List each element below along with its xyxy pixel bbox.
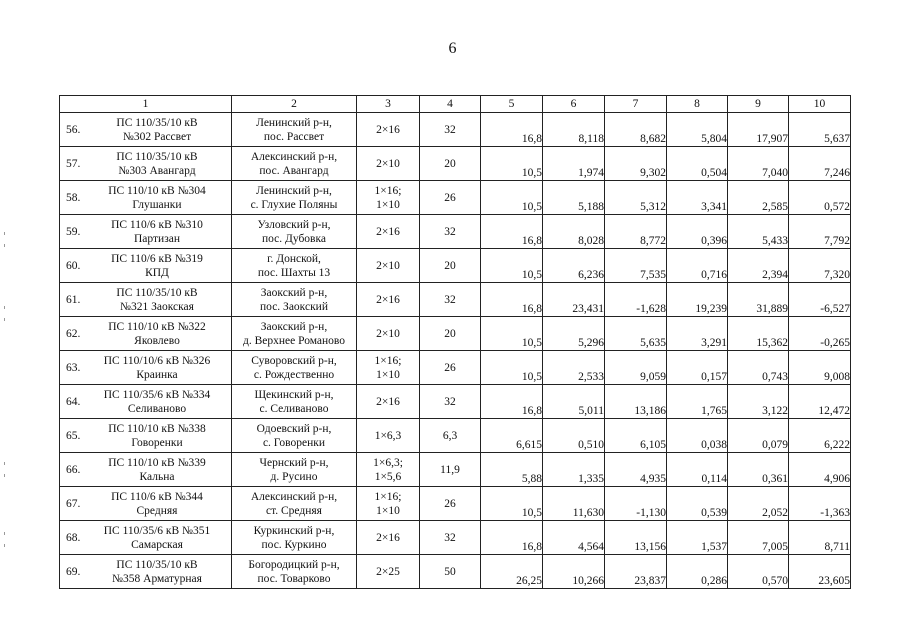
value-cell-v8: 1,537 — [667, 521, 728, 555]
location — [232, 317, 357, 351]
transformers — [357, 317, 420, 351]
table-row — [60, 521, 851, 555]
location-line: пос. Дубовка — [261, 232, 327, 245]
value-cell-v5: 6,615 — [481, 419, 543, 453]
value-cell-v9: 3,122 — [728, 385, 789, 419]
column-header: 8 — [667, 96, 728, 113]
value-cell-v9: 5,433 — [728, 215, 789, 249]
substation-name-line: Яковлево — [134, 334, 180, 347]
transformers-line: 2×16 — [376, 293, 400, 306]
value-cell-v6: 11,630 — [543, 487, 605, 521]
installed-power: 26 — [420, 487, 481, 521]
row-number: 58. — [66, 191, 81, 204]
value-cell-v9: 15,362 — [728, 317, 789, 351]
installed-power: 6,3 — [420, 419, 481, 453]
value-cell-v7: 8,682 — [605, 113, 667, 147]
table-row — [60, 317, 851, 351]
column-header: 6 — [543, 96, 605, 113]
location-line: Одоевский р-н, — [256, 422, 332, 435]
value-cell-v5: 16,8 — [481, 385, 543, 419]
transformers-line: 1×5,6 — [374, 470, 402, 483]
value-cell-v7: 23,837 — [605, 555, 667, 589]
column-header: 10 — [789, 96, 851, 113]
value-cell-v6: 1,335 — [543, 453, 605, 487]
installed-power: 50 — [420, 555, 481, 589]
substation-name-line: ПС 110/10 кВ №339 — [108, 456, 206, 469]
value-cell-v5: 16,8 — [481, 283, 543, 317]
value-cell-v9: 2,585 — [728, 181, 789, 215]
transformers-line: 2×25 — [376, 565, 400, 578]
value-cell-v6: 4,564 — [543, 521, 605, 555]
value-cell-v10: 5,637 — [789, 113, 851, 147]
substation-name-line: №358 Арматурная — [112, 572, 202, 585]
row-number: 56. — [66, 123, 81, 136]
value-cell-v7: 4,935 — [605, 453, 667, 487]
location-line: д. Верхнее Романово — [242, 334, 346, 347]
row-number: 57. — [66, 157, 81, 170]
substation-name-line: ПС 110/10 кВ №304 — [108, 184, 206, 197]
installed-power: 32 — [420, 385, 481, 419]
value-cell-v5: 10,5 — [481, 181, 543, 215]
location-line: с. Глухие Поляны — [250, 198, 338, 211]
row-number: 64. — [66, 395, 81, 408]
location — [232, 181, 357, 215]
substation-name-line: Самарская — [131, 538, 183, 551]
location — [232, 249, 357, 283]
value-cell-v6: 8,028 — [543, 215, 605, 249]
transformers — [357, 419, 420, 453]
value-cell-v8: 0,539 — [667, 487, 728, 521]
substation-name — [60, 555, 232, 589]
substation-name-line: КПД — [145, 266, 169, 279]
transformers-line: 2×16 — [376, 225, 400, 238]
substation-name-line: №303 Авангард — [118, 164, 196, 177]
row-number: 66. — [66, 463, 81, 476]
value-cell-v5: 16,8 — [481, 113, 543, 147]
transformers-line: 1×10 — [376, 504, 400, 517]
value-cell-v7: 8,772 — [605, 215, 667, 249]
row-number: 61. — [66, 293, 81, 306]
location — [232, 453, 357, 487]
table-row — [60, 351, 851, 385]
value-cell-v6: 10,266 — [543, 555, 605, 589]
location-line: Куркинский р-н, — [253, 524, 335, 537]
installed-power: 20 — [420, 249, 481, 283]
value-cell-v6: 6,236 — [543, 249, 605, 283]
value-cell-v10: 12,472 — [789, 385, 851, 419]
value-cell-v5: 16,8 — [481, 215, 543, 249]
table-row — [60, 113, 851, 147]
location-line: пос. Куркино — [261, 538, 327, 551]
substation-name — [60, 487, 232, 521]
value-cell-v5: 26,25 — [481, 555, 543, 589]
value-cell-v5: 10,5 — [481, 147, 543, 181]
value-cell-v10: 23,605 — [789, 555, 851, 589]
substation-name-line: ПС 110/35/6 кВ №334 — [103, 388, 211, 401]
row-number: 65. — [66, 429, 81, 442]
value-cell-v8: 1,765 — [667, 385, 728, 419]
value-cell-v7: 6,105 — [605, 419, 667, 453]
value-cell-v7: -1,130 — [605, 487, 667, 521]
value-cell-v10: 0,572 — [789, 181, 851, 215]
value-cell-v8: 0,157 — [667, 351, 728, 385]
substation-name — [60, 351, 232, 385]
value-cell-v7: -1,628 — [605, 283, 667, 317]
substation-name — [60, 317, 232, 351]
transformers-line: 2×10 — [376, 157, 400, 170]
value-cell-v10: 7,246 — [789, 147, 851, 181]
substation-name — [60, 147, 232, 181]
substation-name-line: Кальна — [139, 470, 175, 483]
table-row — [60, 181, 851, 215]
value-cell-v9: 7,005 — [728, 521, 789, 555]
substation-name-line: Партизан — [134, 232, 180, 245]
location-line: Щекинский р-н, — [254, 388, 334, 401]
substation-name — [60, 215, 232, 249]
column-header: 3 — [357, 96, 420, 113]
value-cell-v7: 13,156 — [605, 521, 667, 555]
substation-name-line: ПС 110/35/10 кВ — [116, 558, 198, 571]
location-line: пос. Рассвет — [263, 130, 325, 143]
location-line: Заокский р-н, — [260, 286, 328, 299]
location — [232, 521, 357, 555]
location-line: пос. Авангард — [259, 164, 329, 177]
table-row — [60, 283, 851, 317]
value-cell-v6: 5,011 — [543, 385, 605, 419]
location — [232, 555, 357, 589]
value-cell-v8: 0,038 — [667, 419, 728, 453]
value-cell-v9: 7,040 — [728, 147, 789, 181]
value-cell-v6: 5,296 — [543, 317, 605, 351]
table-row — [60, 147, 851, 181]
value-cell-v9: 17,907 — [728, 113, 789, 147]
transformers-line: 2×16 — [376, 395, 400, 408]
value-cell-v8: 0,396 — [667, 215, 728, 249]
substation-name-line: Глушанки — [132, 198, 182, 211]
location-line: Алексинский р-н, — [250, 490, 338, 503]
value-cell-v8: 3,341 — [667, 181, 728, 215]
transformers-line: 1×10 — [376, 198, 400, 211]
transformers — [357, 555, 420, 589]
row-number: 60. — [66, 259, 81, 272]
installed-power: 32 — [420, 521, 481, 555]
substation-name — [60, 283, 232, 317]
row-number: 67. — [66, 497, 81, 510]
value-cell-v7: 5,635 — [605, 317, 667, 351]
location-line: Узловский р-н, — [257, 218, 331, 231]
value-cell-v6: 1,974 — [543, 147, 605, 181]
column-header: 7 — [605, 96, 667, 113]
row-number: 68. — [66, 531, 81, 544]
transformers-line: 2×16 — [376, 531, 400, 544]
installed-power: 20 — [420, 317, 481, 351]
location-line: пос. Заокский — [260, 300, 328, 313]
transformers-line: 1×16; — [374, 354, 402, 367]
transformers — [357, 215, 420, 249]
location-line: Заокский р-н, — [260, 320, 328, 333]
location-line: с. Говоренки — [262, 436, 326, 449]
value-cell-v8: 19,239 — [667, 283, 728, 317]
substation-name-line: ПС 110/35/10 кВ — [116, 116, 198, 129]
location-line: Чернский р-н, — [259, 456, 329, 469]
row-number: 63. — [66, 361, 81, 374]
transformers — [357, 351, 420, 385]
transformers-line: 2×10 — [376, 259, 400, 272]
substation-name-line: ПС 110/6 кВ №319 — [111, 252, 203, 265]
value-cell-v9: 2,394 — [728, 249, 789, 283]
value-cell-v5: 16,8 — [481, 521, 543, 555]
substation-name-line: №321 Заокская — [120, 300, 194, 313]
value-cell-v10: 7,320 — [789, 249, 851, 283]
table-row — [60, 487, 851, 521]
value-cell-v6: 2,533 — [543, 351, 605, 385]
location — [232, 215, 357, 249]
value-cell-v9: 0,079 — [728, 419, 789, 453]
location — [232, 385, 357, 419]
transformers-line: 1×16; — [374, 184, 402, 197]
value-cell-v9: 2,052 — [728, 487, 789, 521]
installed-power: 26 — [420, 351, 481, 385]
value-cell-v8: 0,114 — [667, 453, 728, 487]
value-cell-v7: 7,535 — [605, 249, 667, 283]
value-cell-v7: 9,302 — [605, 147, 667, 181]
transformers — [357, 453, 420, 487]
transformers — [357, 521, 420, 555]
location-line: ст. Средняя — [266, 504, 322, 517]
substation-name-line: ПС 110/10/6 кВ №326 — [103, 354, 211, 367]
table-row — [60, 215, 851, 249]
substation-name — [60, 113, 232, 147]
table-row — [60, 249, 851, 283]
value-cell-v10: 6,222 — [789, 419, 851, 453]
substation-name-line: ПС 110/35/10 кВ — [116, 150, 198, 163]
row-number: 59. — [66, 225, 81, 238]
location-line: пос. Товарково — [257, 572, 331, 585]
value-cell-v8: 3,291 — [667, 317, 728, 351]
row-number: 62. — [66, 327, 81, 340]
transformers-line: 1×6,3; — [373, 456, 403, 469]
substation-name-line: ПС 110/6 кВ №310 — [111, 218, 203, 231]
location-line: Суворовский р-н, — [251, 354, 337, 367]
value-cell-v8: 5,804 — [667, 113, 728, 147]
value-cell-v7: 13,186 — [605, 385, 667, 419]
column-header: 4 — [420, 96, 481, 113]
column-header: 5 — [481, 96, 543, 113]
substation-name — [60, 521, 232, 555]
substation-name-line: ПС 110/6 кВ №344 — [111, 490, 203, 503]
transformers-line: 2×16 — [376, 123, 400, 136]
location-line: с. Селиваново — [259, 402, 329, 415]
transformers — [357, 113, 420, 147]
value-cell-v9: 0,743 — [728, 351, 789, 385]
substation-name-line: ПС 110/35/6 кВ №351 — [103, 524, 211, 537]
value-cell-v7: 9,059 — [605, 351, 667, 385]
margin-ticks — [4, 232, 8, 612]
transformers — [357, 181, 420, 215]
substation-name-line: ПС 110/10 кВ №338 — [108, 422, 206, 435]
transformers-line: 1×6,3 — [374, 429, 402, 442]
location-line: Алексинский р-н, — [250, 150, 338, 163]
value-cell-v5: 10,5 — [481, 351, 543, 385]
location-line: Ленинский р-н, — [256, 116, 332, 129]
installed-power: 11,9 — [420, 453, 481, 487]
location-line: с. Рождественно — [253, 368, 335, 381]
value-cell-v6: 8,118 — [543, 113, 605, 147]
column-header: 9 — [728, 96, 789, 113]
transformers-line: 1×10 — [376, 368, 400, 381]
transformers — [357, 147, 420, 181]
value-cell-v10: -1,363 — [789, 487, 851, 521]
substation-name — [60, 419, 232, 453]
location — [232, 283, 357, 317]
value-cell-v6: 0,510 — [543, 419, 605, 453]
value-cell-v5: 10,5 — [481, 487, 543, 521]
substation-name-line: ПС 110/10 кВ №322 — [108, 320, 206, 333]
installed-power: 32 — [420, 283, 481, 317]
value-cell-v5: 5,88 — [481, 453, 543, 487]
table-row — [60, 385, 851, 419]
table-row — [60, 419, 851, 453]
installed-power: 32 — [420, 113, 481, 147]
location — [232, 487, 357, 521]
installed-power: 20 — [420, 147, 481, 181]
transformers-line: 1×16; — [374, 490, 402, 503]
substation-name — [60, 181, 232, 215]
substation-name — [60, 385, 232, 419]
installed-power: 26 — [420, 181, 481, 215]
value-cell-v8: 0,716 — [667, 249, 728, 283]
value-cell-v10: 8,711 — [789, 521, 851, 555]
value-cell-v8: 0,286 — [667, 555, 728, 589]
value-cell-v10: 7,792 — [789, 215, 851, 249]
value-cell-v10: 4,906 — [789, 453, 851, 487]
location-line: г. Донской, — [267, 252, 321, 265]
value-cell-v9: 0,570 — [728, 555, 789, 589]
location — [232, 351, 357, 385]
substation-table — [59, 95, 851, 589]
substation-name — [60, 249, 232, 283]
substation-name-line: Средняя — [136, 504, 178, 517]
substation-name-line: Говоренки — [131, 436, 183, 449]
value-cell-v8: 0,504 — [667, 147, 728, 181]
value-cell-v10: -0,265 — [789, 317, 851, 351]
table-row — [60, 555, 851, 589]
value-cell-v7: 5,312 — [605, 181, 667, 215]
transformers — [357, 249, 420, 283]
location — [232, 419, 357, 453]
substation-name — [60, 453, 232, 487]
row-number: 69. — [66, 565, 81, 578]
value-cell-v6: 23,431 — [543, 283, 605, 317]
location — [232, 147, 357, 181]
location — [232, 113, 357, 147]
location-line: пос. Шахты 13 — [257, 266, 331, 279]
transformers-line: 2×10 — [376, 327, 400, 340]
page-number: 6 — [448, 40, 457, 57]
location-line: Ленинский р-н, — [256, 184, 332, 197]
transformers — [357, 385, 420, 419]
substation-name-line: ПС 110/35/10 кВ — [116, 286, 198, 299]
column-header: 1 — [60, 96, 232, 113]
substation-name-line: №302 Рассвет — [122, 130, 192, 143]
header-row — [60, 96, 851, 113]
value-cell-v6: 5,188 — [543, 181, 605, 215]
transformers — [357, 487, 420, 521]
location-line: д. Русино — [270, 470, 318, 483]
value-cell-v5: 10,5 — [481, 317, 543, 351]
value-cell-v10: -6,527 — [789, 283, 851, 317]
location-line: Богородицкий р-н, — [248, 558, 340, 571]
substation-name-line: Селиваново — [127, 402, 187, 415]
value-cell-v9: 0,361 — [728, 453, 789, 487]
column-header: 2 — [232, 96, 357, 113]
value-cell-v5: 10,5 — [481, 249, 543, 283]
substation-name-line: Краинка — [136, 368, 178, 381]
transformers — [357, 283, 420, 317]
installed-power: 32 — [420, 215, 481, 249]
table-row — [60, 453, 851, 487]
value-cell-v10: 9,008 — [789, 351, 851, 385]
value-cell-v9: 31,889 — [728, 283, 789, 317]
